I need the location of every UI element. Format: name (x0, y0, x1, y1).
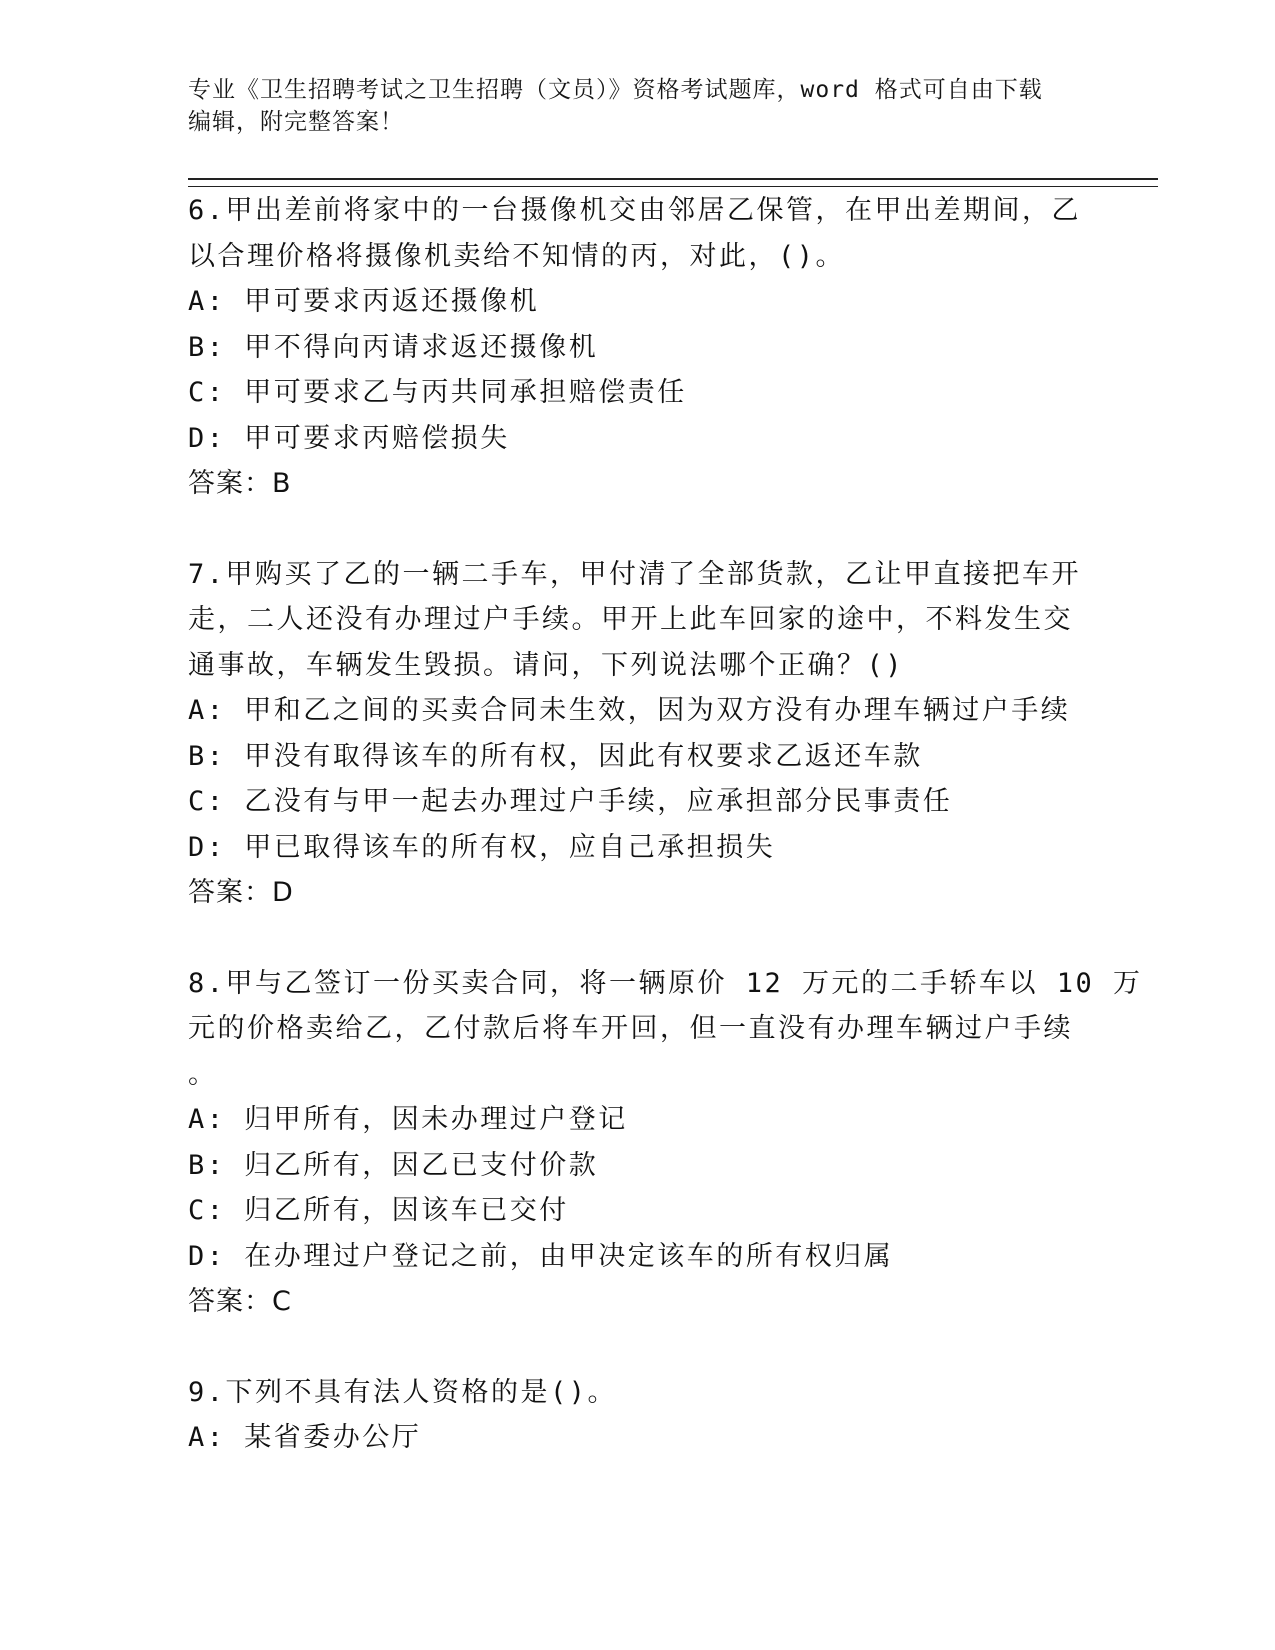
option-a: A: 甲和乙之间的买卖合同未生效，因为双方没有办理车辆过户手续 (188, 695, 1071, 726)
question-text-line: 元的价格卖给乙，乙付款后将车开回，但一直没有办理车辆过户手续 (188, 1013, 1073, 1044)
answer: 答案：D (188, 877, 294, 908)
question-8 (188, 961, 1143, 1325)
option-d: D: 甲已取得该车的所有权，应自己承担损失 (188, 831, 776, 863)
option-b: B: 甲不得向丙请求返还摄像机 (188, 331, 599, 363)
option-a: A: 甲可要求丙返还摄像机 (188, 286, 540, 317)
question-text-line: 7.甲购买了乙的一辆二手车，甲付清了全部货款，乙让甲直接把车开 (188, 558, 1082, 590)
option-b: B: 甲没有取得该车的所有权，因此有权要求乙返还车款 (188, 740, 923, 772)
question-6 (188, 188, 1088, 507)
question-text-line: 。 (188, 1058, 218, 1090)
option-c: C: 甲可要求乙与丙共同承担赔偿责任 (188, 377, 687, 408)
option-a: A: 某省委办公厅 (188, 1422, 422, 1453)
question-text-line: 9.下列不具有法人资格的是()。 (188, 1376, 618, 1408)
answer: 答案：B (188, 468, 292, 499)
question-gap (188, 507, 1088, 552)
question-list (188, 188, 1143, 1461)
option-d: D: 甲可要求丙赔偿损失 (188, 422, 510, 454)
option-b: B: 归乙所有，因乙已支付价款 (188, 1149, 599, 1181)
question-9 (188, 1370, 1088, 1461)
option-c: C: 归乙所有，因该车已交付 (188, 1195, 569, 1226)
question-text-line: 走，二人还没有办理过户手续。甲开上此车回家的途中，不料发生交 (188, 604, 1073, 635)
question-7 (188, 552, 1088, 916)
answer: 答案：C (188, 1286, 292, 1317)
question-text-line: 6.甲出差前将家中的一台摄像机交由邻居乙保管，在甲出差期间，乙 (188, 195, 1082, 226)
document-header (188, 74, 1088, 138)
header-divider (188, 178, 1158, 187)
option-c: C: 乙没有与甲一起去办理过户手续，应承担部分民事责任 (188, 786, 953, 817)
header-line-2: 编辑，附完整答案！ (188, 109, 404, 135)
header-line-1: 专业《卫生招聘考试之卫生招聘（文员）》资格考试题库，word 格式可自由下载 (188, 77, 1043, 103)
question-text-line: 以合理价格将摄像机卖给不知情的丙，对此，()。 (188, 240, 846, 272)
question-gap (188, 916, 1088, 961)
question-text-line: 8.甲与乙签订一份买卖合同，将一辆原价 12 万元的二手轿车以 10 万 (188, 967, 1143, 999)
option-a: A: 归甲所有，因未办理过户登记 (188, 1104, 628, 1135)
question-text-line: 通事故，车辆发生毁损。请问，下列说法哪个正确？() (188, 649, 905, 681)
option-d: D: 在办理过户登记之前，由甲决定该车的所有权归属 (188, 1240, 894, 1272)
question-gap (188, 1325, 1088, 1370)
